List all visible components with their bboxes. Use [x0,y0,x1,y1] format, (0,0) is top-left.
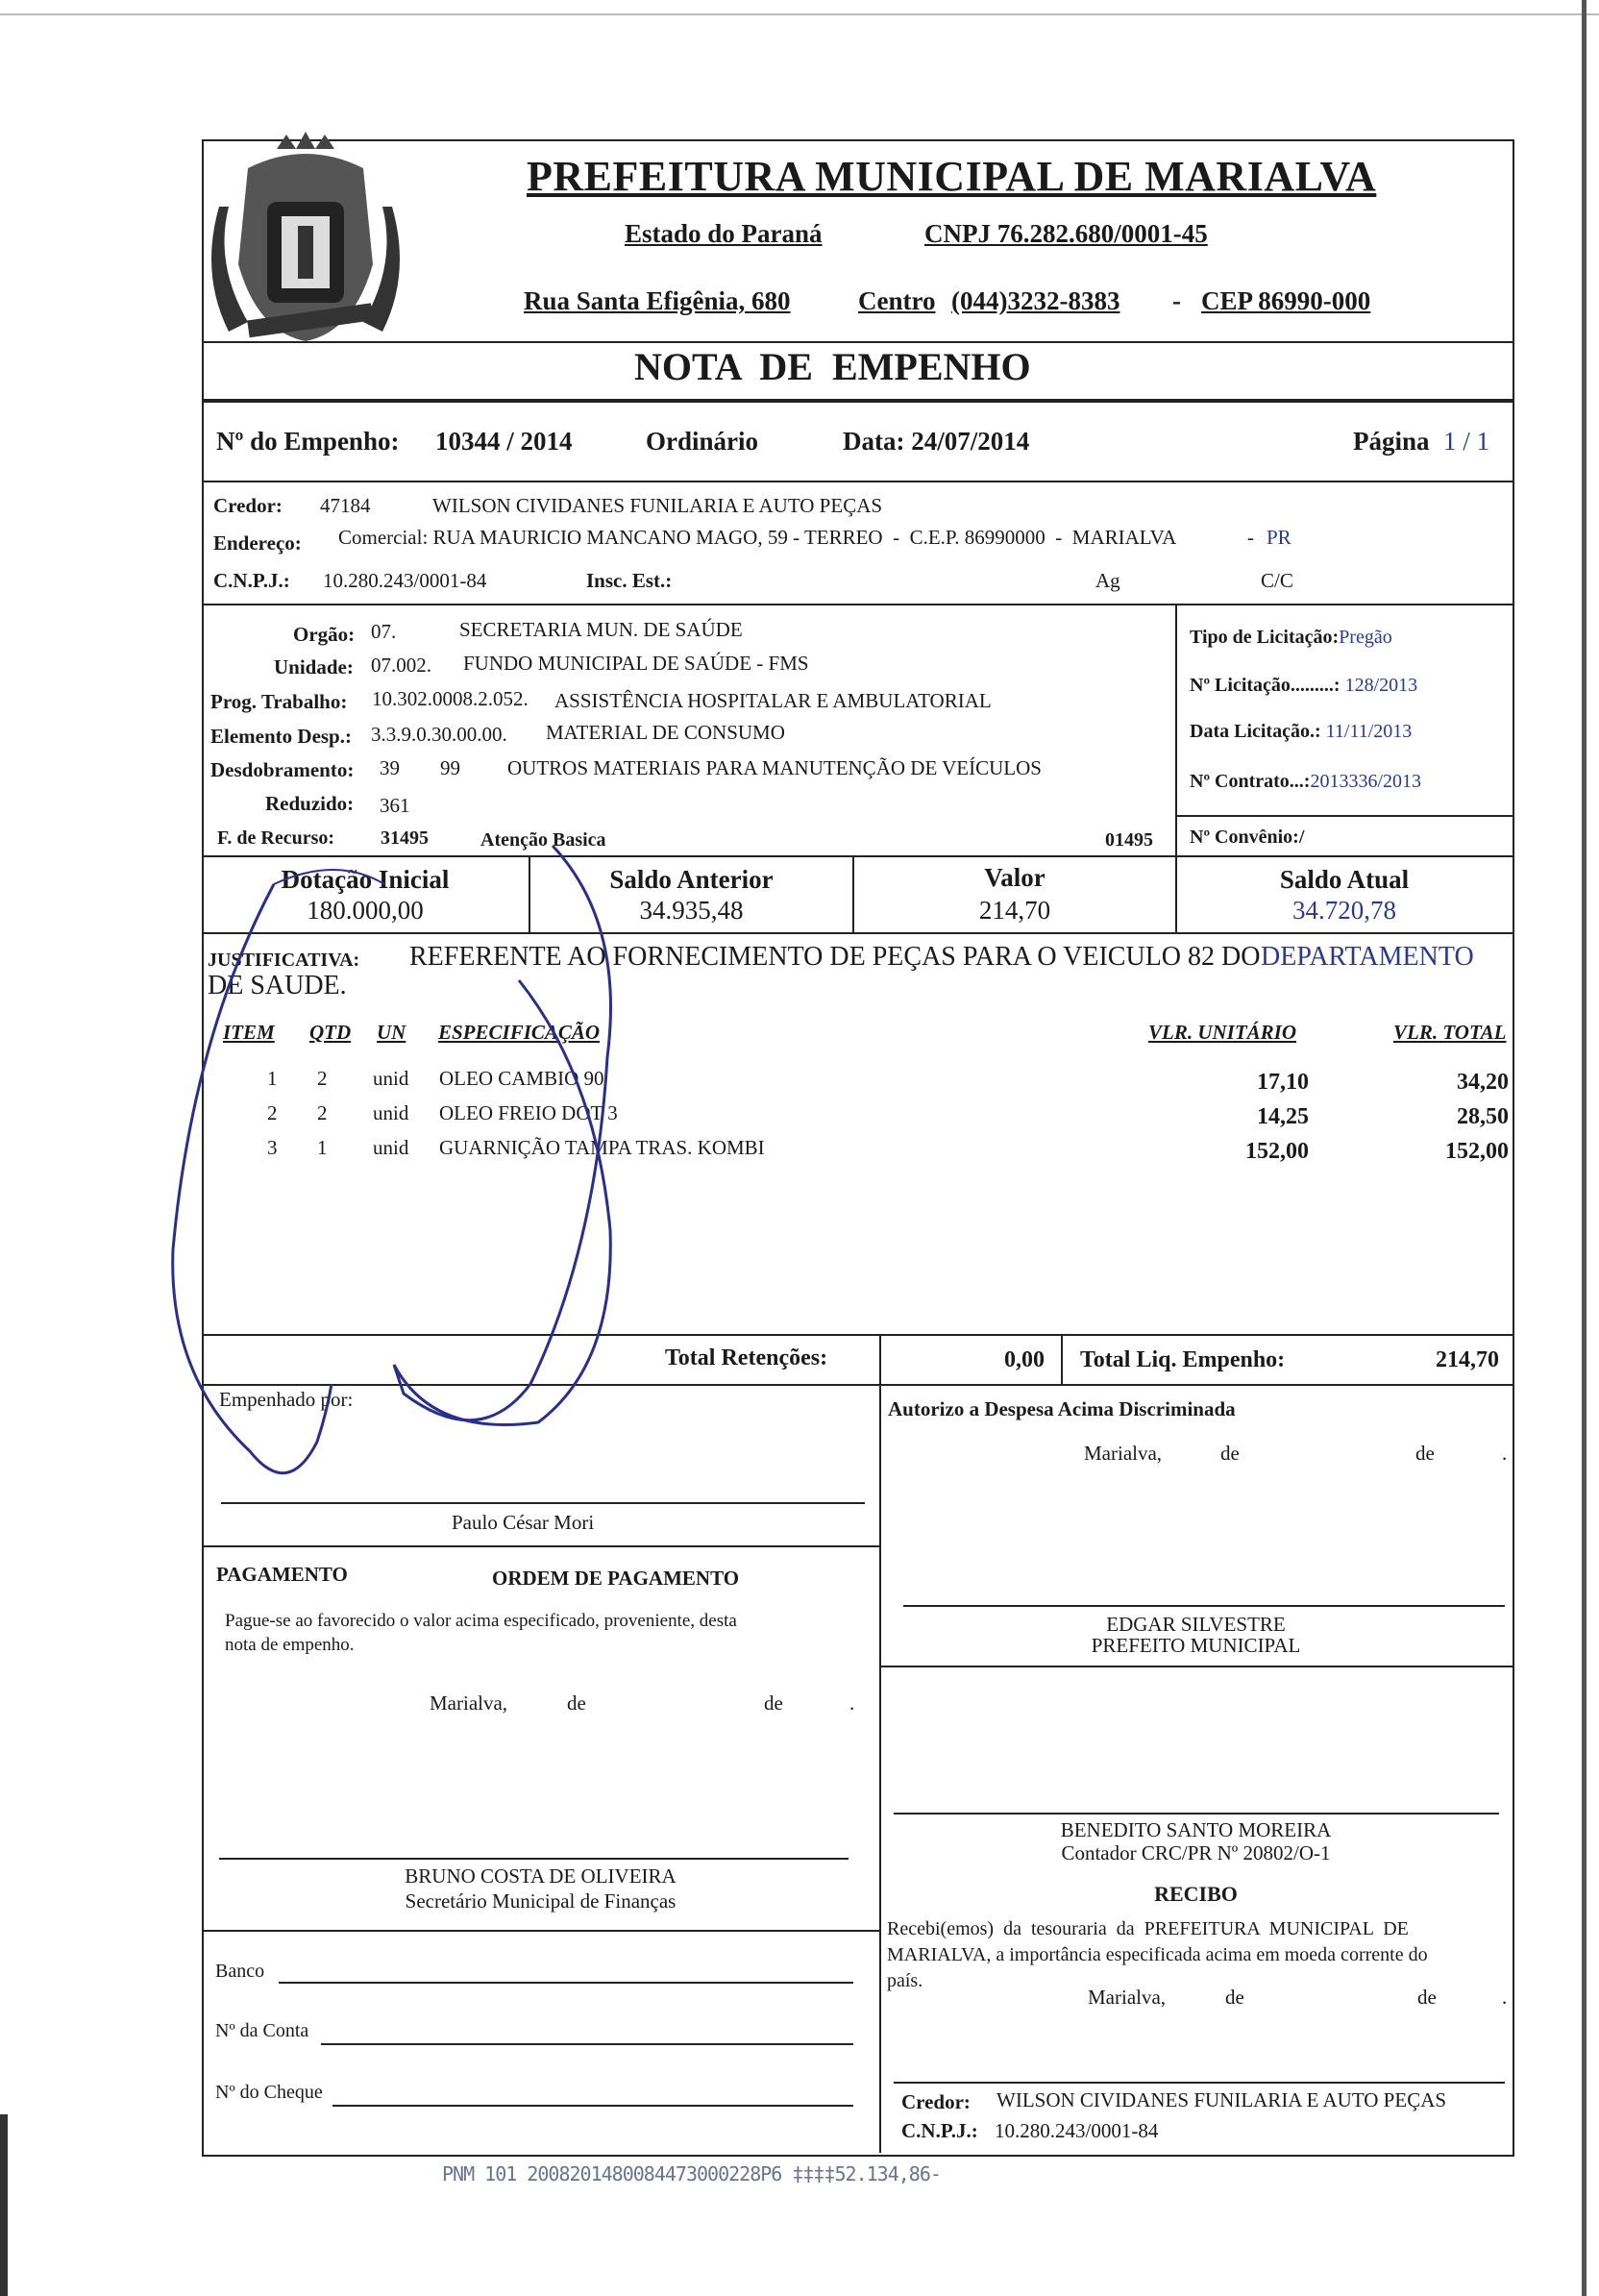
autorizo-de-2: de [1415,1442,1435,1465]
header-state: Estado do Paraná [625,219,823,248]
empenho-date: Data: 24/07/2014 [843,427,1030,456]
conta-label: Nº da Conta [215,2020,309,2041]
page-title: PREFEITURA MUNICIPAL DE MARIALVA [527,153,1377,200]
accountant-name: BENEDITO SANTO MOREIRA [1060,1818,1332,1841]
empenho-type: Ordinário [646,427,759,456]
col-unit: VLR. UNITÁRIO [1148,1021,1297,1044]
divider-credor [202,604,1513,605]
scan-right-border [1582,0,1587,2296]
recibo-city: Marialva, [1088,1986,1167,2009]
divider-pagamento [202,1545,880,1547]
recibo-de-2: de [1417,1986,1437,2009]
valor-label: Valor [984,863,1046,892]
empenho-number: 10344 / 2014 [435,427,573,456]
item-un: unid [373,1101,409,1124]
header-cnpj: CNPJ 76.282.680/0001-45 [924,219,1208,248]
finance-sign-line [219,1858,849,1860]
item-qtd: 1 [317,1136,328,1159]
prog-code: 10.302.0008.2.052. [372,687,529,710]
autorizo-label: Autorizo a Despesa Acima Discriminada [888,1397,1236,1420]
recibo-de-1: de [1225,1986,1244,2009]
item-spec: OLEO CAMBIO 90 [439,1067,604,1090]
ordem-label: ORDEM DE PAGAMENTO [492,1567,740,1590]
address-label: Endereço: [213,531,302,555]
finance-title: Secretário Municipal de Finanças [405,1889,676,1913]
recurso-code: 31495 [381,827,429,849]
signatures-center-divider [879,1384,881,2153]
justificativa-text-dept: DEPARTAMENTO [1261,942,1474,972]
recibo-text-1: Recebi(emos) da tesouraria da PREFEITURA MUNICIPAL DE [887,1918,1409,1939]
divider-convenio [1175,815,1513,817]
desdobramento-code2: 99 [440,756,460,779]
cheque-field-line [332,2105,853,2107]
divider-totals-top [202,1334,1513,1336]
justificativa-text: REFERENTE AO FORNECIMENTO DE PEÇAS PARA O VEICULO 82 DO [409,942,1261,972]
recibo-credor-name: WILSON CIVIDANES FUNILARIA E AUTO PEÇAS [996,2088,1447,2111]
tipo-licitacao-label-text: Tipo de Licitação: [1190,627,1340,648]
contrato-label: Nº Contrato...: [1190,771,1311,792]
accountant-title: Contador CRC/PR Nº 20802/O-1 [1061,1841,1331,1864]
recibo-cnpj-label: C.N.P.J.: [901,2119,978,2142]
data-licitacao [1190,721,1412,743]
numero-licitacao-value: 128/2013 [1344,675,1418,696]
cnpj-value: 10.280.243/0001-84 [323,569,487,592]
elemento-name: MATERIAL DE CONSUMO [546,721,785,744]
item-spec: GUARNIÇÃO TAMPA TRAS. KOMBI [439,1136,765,1159]
autorizo-city: Marialva, [1084,1442,1163,1465]
orgao-code: 07. [371,620,397,643]
header-district: Centro [858,286,936,315]
recurso-number: 01495 [1105,829,1153,851]
unidade-label: Unidade: [274,655,354,679]
tipo-licitacao-value: Pregão [1339,627,1392,648]
item-number: 2 [267,1101,278,1124]
liq-value: 214,70 [1436,1347,1499,1372]
item-qtd: 2 [317,1067,328,1090]
banco-field-line [279,1982,853,1984]
desdobramento-name: OUTROS MATERIAIS PARA MANUTENÇÃO DE VEÍCULOS [507,756,1042,779]
receipt-sign-line [894,2082,1505,2084]
saldo-atual-label: Saldo Atual [1279,865,1410,894]
desdobramento-label: Desdobramento: [210,758,355,781]
liq-label: Total Liq. Empenho: [1080,1347,1286,1372]
prog-name: ASSISTÊNCIA HOSPITALAR E AMBULATORIAL [554,689,992,712]
divider-totals-bottom [202,1384,1513,1386]
empenho-label: Nº do Empenho: [216,427,400,456]
dotacao-label: Dotação Inicial [281,865,450,894]
item-qtd: 2 [317,1101,328,1124]
address-uf: PR [1267,526,1292,549]
header-cep: CEP 86990-000 [1201,286,1371,315]
credor-name: WILSON CIVIDANES FUNILARIA E AUTO PEÇAS [432,494,883,517]
recibo-cnpj-value: 10.280.243/0001-84 [995,2119,1159,2142]
recibo-text-3: país. [887,1970,923,1991]
item-total: 28,50 [1457,1104,1509,1129]
divider-balances [202,932,1513,934]
item-number: 3 [267,1136,278,1159]
credor-code: 47184 [320,494,371,517]
justificativa-label: JUSTIFICATIVA: [208,950,360,971]
scan-top-line [0,13,1599,15]
divider-bank [202,1930,880,1932]
divider-budget [202,855,1513,857]
page-label: Página [1353,427,1430,456]
item-spec: OLEO FREIO DOT 3 [439,1101,618,1124]
recibo-credor-label: Credor: [901,2090,971,2113]
divider-accountant [879,1666,1513,1667]
document-title: NOTA DE EMPENHO [634,345,1031,388]
contrato-value: 2013336/2013 [1310,771,1422,792]
cnpj-label: C.N.P.J.: [213,569,290,592]
pague-text-2: nota de empenho. [225,1635,355,1655]
reduzido-value: 361 [380,794,410,817]
conta-field-line [321,2043,853,2045]
orgao-label: Orgão: [293,623,356,646]
cheque-label: Nº do Cheque [215,2082,323,2103]
prog-label: Prog. Trabalho: [210,690,348,713]
item-un: unid [373,1136,409,1159]
col-qtd: QTD [309,1021,352,1044]
autorizo-de-1: de [1220,1442,1240,1465]
mayor-sign-line [903,1605,1505,1607]
valor-value: 214,70 [978,896,1051,925]
recibo-text-2: MARIALVA, a importância especificada acima em moeda corrente do [887,1944,1428,1965]
saldo-anterior-label: Saldo Anterior [609,865,774,894]
item-unit: 14,25 [1257,1104,1309,1129]
tipo-licitacao-label [1190,627,1392,649]
divider-empenho [202,481,1513,482]
desdobramento-code1: 39 [380,756,400,779]
page-number: 1 / 1 [1443,427,1490,456]
item-total: 152,00 [1445,1139,1509,1164]
scan-left-border [0,2114,8,2296]
saldo-atual-value: 34.720,78 [1292,896,1396,925]
convenio-label: Nº Convênio:/ [1190,827,1305,848]
divider-header [202,341,1513,343]
justificativa-text-end: DE SAUDE. [208,971,347,1000]
col-item: ITEM [223,1021,275,1044]
numero-licitacao-label: Nº Licitação.........: [1190,675,1341,696]
empenhado-sign-line [221,1502,865,1504]
finance-name: BRUNO COSTA DE OLIVEIRA [405,1864,676,1888]
retencoes-label: Total Retenções: [665,1346,828,1370]
payment-de-1: de [567,1691,586,1715]
insc-label: Insc. Est.: [586,569,673,592]
ag-label: Ag [1095,569,1120,592]
banco-label: Banco [215,1961,265,1982]
header-street: Rua Santa Efigênia, 680 [524,286,791,315]
cc-label: C/C [1261,569,1293,592]
item-unit: 17,10 [1257,1070,1309,1095]
header-phone: (044)3232-8383 [951,286,1120,315]
item-number: 1 [267,1067,278,1090]
pagamento-label: PAGAMENTO [216,1563,348,1586]
pague-text-1: Pague-se ao favorecido o valor acima especificado, proveniente, desta [225,1611,737,1631]
address-uf-sep: - [1247,526,1254,549]
retencoes-value: 0,00 [1004,1347,1045,1372]
totals-col-2 [1061,1336,1063,1386]
dotacao-value: 180.000,00 [307,896,424,925]
empenhado-name: Paulo César Mori [452,1511,595,1534]
numero-licitacao [1190,675,1417,697]
address-value: Comercial: RUA MAURICIO MANCANO MAGO, 59 - TERREO - C.E.P. 86990000 - MARIALVA [338,526,1177,549]
accountant-sign-line [894,1813,1499,1815]
recurso-name: Atenção Basica [480,829,606,851]
item-total: 34,20 [1457,1070,1509,1095]
payment-de-2: de [764,1691,783,1715]
header-dash: - [1172,286,1181,315]
credor-label: Credor: [213,494,283,517]
col-spec: ESPECIFICAÇÃO [438,1021,601,1044]
mayor-name: EDGAR SILVESTRE [1106,1613,1286,1636]
data-licitacao-label: Data Licitação.: [1190,721,1321,742]
recibo-label: RECIBO [1154,1882,1238,1906]
autorizo-dot: . [1502,1442,1508,1465]
payment-dot: . [849,1691,855,1715]
divider-title [202,399,1513,403]
mayor-title: PREFEITO MUNICIPAL [1091,1634,1301,1657]
unidade-name: FUNDO MUNICIPAL DE SAÚDE - FMS [463,652,809,675]
elemento-code: 3.3.9.0.30.00.00. [371,723,507,746]
payment-city: Marialva, [430,1691,508,1715]
divider-licitacao-vertical [1175,605,1177,857]
elemento-label: Elemento Desp.: [210,725,352,748]
orgao-name: SECRETARIA MUN. DE SAÚDE [459,618,743,641]
col-total: VLR. TOTAL [1393,1021,1507,1044]
item-unit: 152,00 [1245,1139,1309,1164]
unidade-code: 07.002. [371,654,431,677]
reduzido-label: Reduzido: [265,792,355,815]
empenhado-label: Empenhado por: [219,1388,354,1411]
saldo-anterior-value: 34.935,48 [639,896,744,925]
recurso-label: F. de Recurso: [217,827,335,849]
footer-code: PNM 101 2008201480084473000228P6 ‡‡‡‡52.134,86- [442,2162,941,2185]
contrato [1190,771,1421,793]
data-licitacao-value: 11/11/2013 [1325,721,1413,742]
recibo-dot: . [1502,1986,1508,2009]
col-un: UN [377,1021,406,1044]
item-un: unid [373,1067,409,1090]
